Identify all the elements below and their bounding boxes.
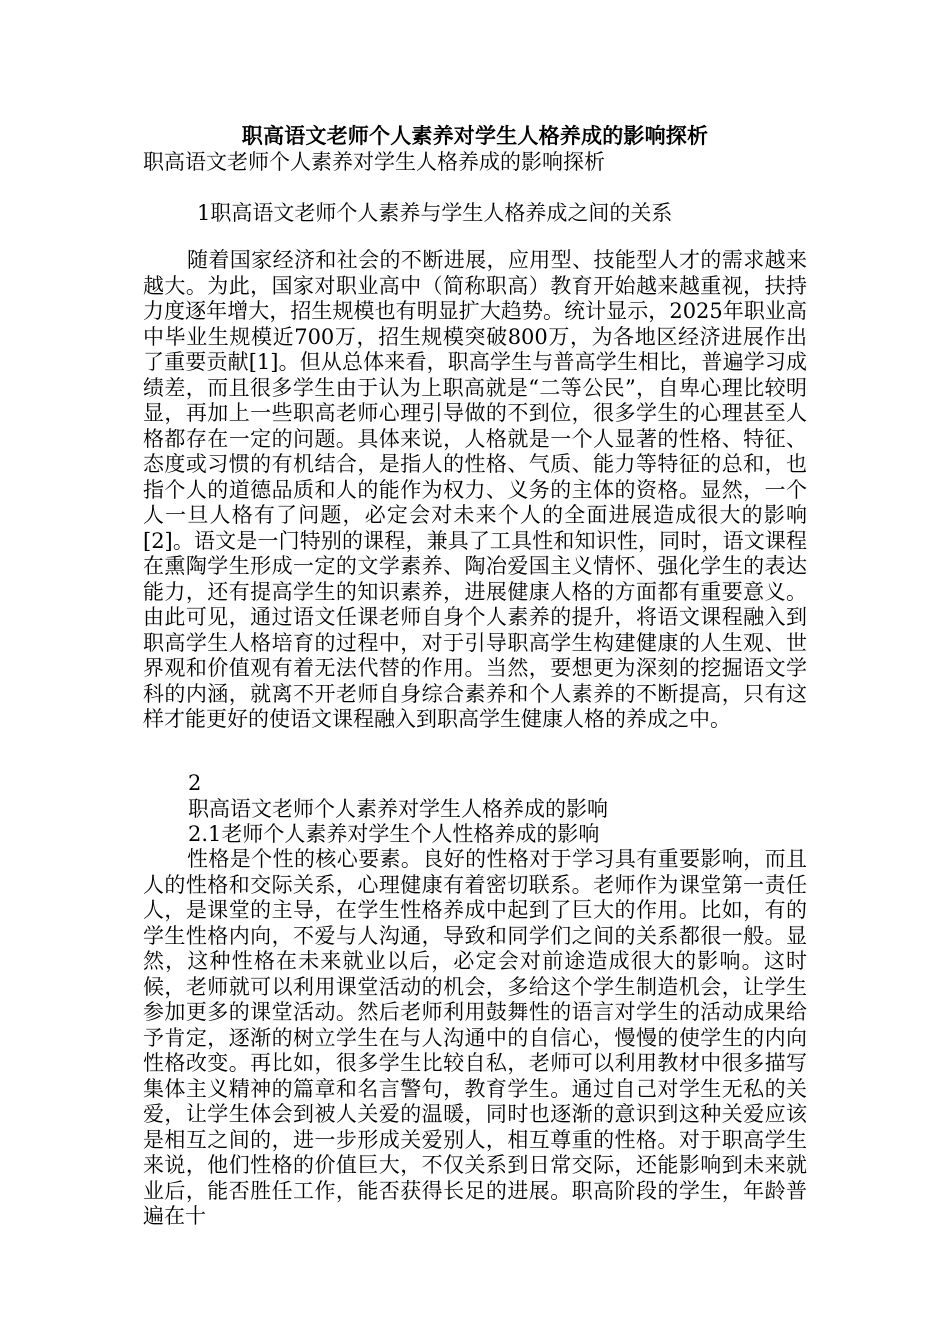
document-title: 职高语文老师个人素养对学生人格养成的影响探析 [241, 123, 709, 148]
paragraph-1: 随着国家经济和社会的不断进展，应用型、技能型人才的需求越来越大。为此，国家对职业高中（简称职高）教育开始越来越重视，扶持力度逐年增大，招生规模也有明显扩大趋势。统计显示，2025年职业高中毕业生规模近700万，招生规模突破800万，为各地区经济进展作出了重要贡献[1]。但从总体来看，职高学生与普高学生相比，普遍学习成绩差，而且很多学生由于认为上职高就是“二等公民”，自卑心理比较明显，再加上一些职高老师心理引导做的不到位，很多学生的心理甚至人格都存在一定的问题。具体来说，人格就是一个人显著的性格、特征、态度或习惯的有机结合，是指人的性格、气质、能力等特征的总和，也指个人的道德品质和人的能作为权力、义务的主体的资格。显然，一个人一旦人格有了问题，必定会对未来个人的全面进展造成很大的影响[2]。语文是一门特别的课程，兼具了工具性和知识性，同时，语文课程在熏陶学生形成一定的文学素养、陶冶爱国主义情怀、强化学生的表达能力，还有提高学生的知识素养，进展健康人格的方面都有重要意义。由此可见，通过语文任课老师自身个人素养的提升，将语文课程融入到职高学生人格培育的过程中，对于引导职高学生构建健康的人生观、世界观和价值观有着无法代替的作用。当然，要想更为深刻的挖掘语文学科的内涵，就离不开老师自身综合素养和个人素养的不断提高，只有这样才能更好的使语文课程融入到职高学生健康人格的养成之中。 [143, 248, 807, 731]
section-2-number: 2 [188, 771, 202, 795]
section-2-heading: 职高语文老师个人素养对学生人格养成的影响 [188, 797, 608, 821]
section-1-heading: 1职高语文老师个人素养与学生人格养成之间的关系 [197, 201, 673, 225]
document-subtitle: 职高语文老师个人素养对学生人格养成的影响探析 [143, 150, 605, 174]
section-2-1-heading: 2.1老师个人素养对学生个人性格养成的影响 [188, 822, 600, 846]
paragraph-2: 性格是个性的核心要素。良好的性格对于学习具有重要影响，而且人的性格和交际关系，心理健康有着密切联系。老师作为课堂第一责任人，是课堂的主导，在学生性格养成中起到了巨大的作用。比如，有的学生性格内向，不爱与人沟通，导致和同学们之间的关系都很一般。显然，这种性格在未来就业以后，必定会对前途造成很大的影响。这时候，老师就可以利用课堂活动的机会，多给这个学生制造机会，让学生参加更多的课堂活动。然后老师利用鼓舞性的语言对学生的活动成果给予肯定，逐渐的树立学生在与人沟通中的自信心，慢慢的使学生的内向性格改变。再比如，很多学生比较自私，老师可以利用教材中很多描写集体主义精神的篇章和名言警句，教育学生。通过自己对学生无私的关爱，让学生体会到被人关爱的温暖，同时也逐渐的意识到这种关爱应该是相互之间的，进一步形成关爱别人，相互尊重的性格。对于职高学生来说，他们性格的价值巨大，不仅关系到日常交际，还能影响到未来就业后，能否胜任工作，能否获得长足的进展。职高阶段的学生，年龄普遍在十 [143, 847, 807, 1228]
